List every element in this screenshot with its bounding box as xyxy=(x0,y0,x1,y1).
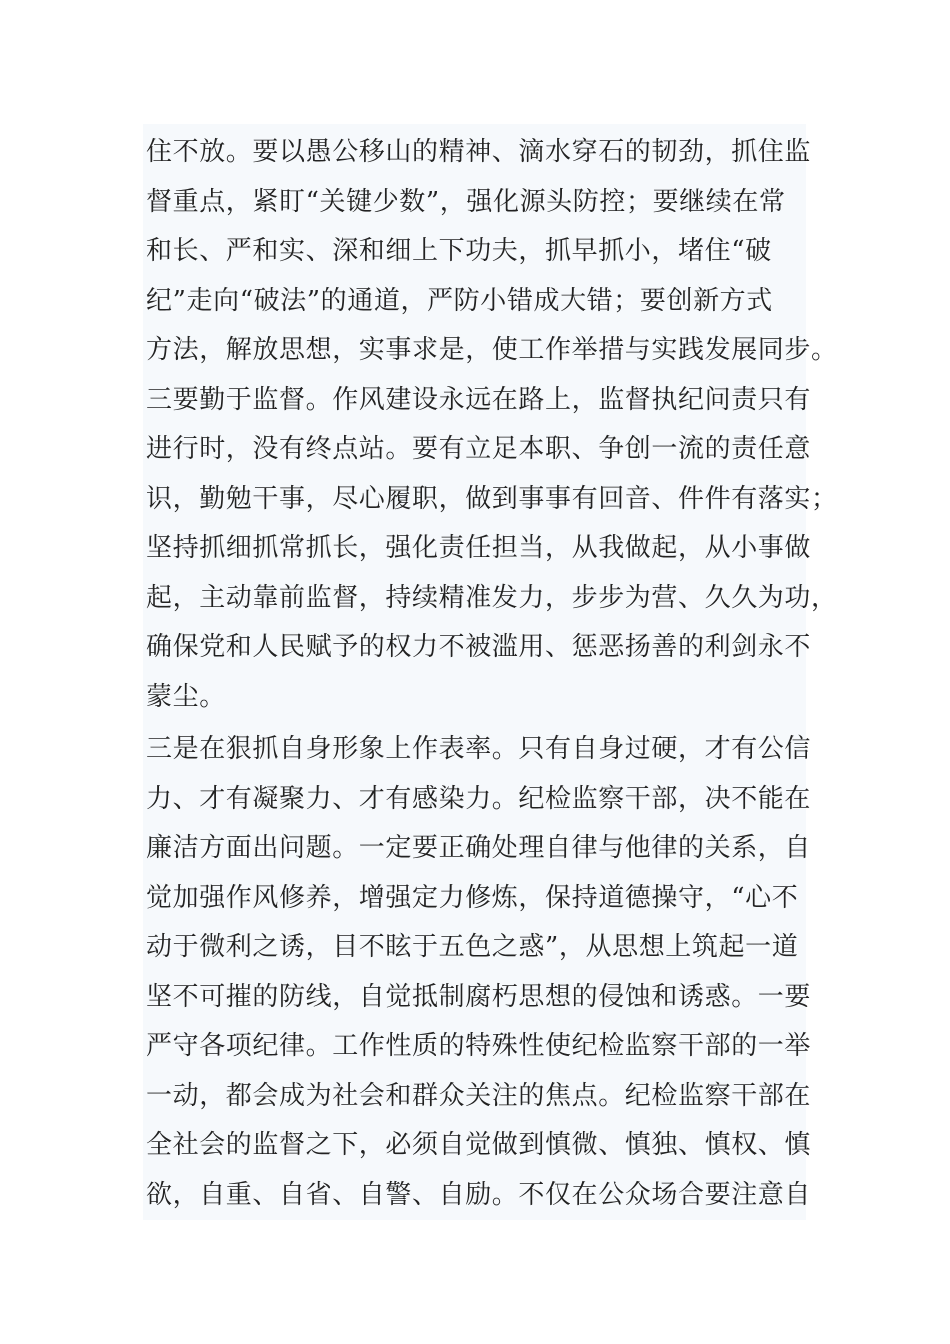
document-text-block xyxy=(143,124,838,1220)
text-line: 三要勤于监督。作风建设永远在路上，监督执纪问责只有 xyxy=(146,385,812,415)
text-line: 确保党和人民赋予的权力不被滥用、惩恶扬善的利剑永不 xyxy=(146,632,812,662)
text-line: 起，主动靠前监督，持续精准发力，步步为营、久久为功， xyxy=(146,583,838,613)
text-line: 督重点，紧盯“关键少数”，强化源头防控；要继续在常 xyxy=(146,187,786,217)
text-line: 觉加强作风修养，增强定力修炼，保持道德操守，“心不 xyxy=(146,883,799,913)
text-line: 欲，自重、自省、自警、自励。不仅在公众场合要注意自 xyxy=(146,1180,812,1210)
text-line: 进行时，没有终点站。要有立足本职、争创一流的责任意 xyxy=(146,434,812,464)
text-line: 坚不可摧的防线，自觉抵制腐朽思想的侵蚀和诱惑。一要 xyxy=(146,982,812,1012)
text-line: 识，勤勉干事，尽心履职，做到事事有回音、件件有落实； xyxy=(146,484,838,514)
text-line: 一动，都会成为社会和群众关注的焦点。纪检监察干部在 xyxy=(146,1081,812,1111)
text-line: 坚持抓细抓常抓长，强化责任担当，从我做起，从小事做 xyxy=(146,533,812,563)
text-line: 住不放。要以愚公移山的精神、滴水穿石的韧劲，抓住监 xyxy=(146,137,812,167)
text-line: 蒙尘。 xyxy=(146,682,226,712)
text-line: 全社会的监督之下，必须自觉做到慎微、慎独、慎权、慎 xyxy=(146,1130,812,1160)
text-line: 和长、严和实、深和细上下功夫，抓早抓小，堵住“破 xyxy=(146,236,772,266)
text-line: 三是在狠抓自身形象上作表率。只有自身过硬，才有公信 xyxy=(146,734,812,764)
text-line: 廉洁方面出问题。一定要正确处理自律与他律的关系，自 xyxy=(146,833,812,863)
text-line: 纪”走向“破法”的通道，严防小错成大错；要创新方式 xyxy=(146,286,773,316)
text-line: 力、才有凝聚力、才有感染力。纪检监察干部，决不能在 xyxy=(146,784,812,814)
text-line: 严守各项纪律。工作性质的特殊性使纪检监察干部的一举 xyxy=(146,1031,812,1061)
text-line: 动于微利之诱，目不眩于五色之惑”，从思想上筑起一道 xyxy=(146,932,799,962)
text-line: 方法，解放思想，实事求是，使工作举措与实践发展同步。 xyxy=(146,335,838,365)
